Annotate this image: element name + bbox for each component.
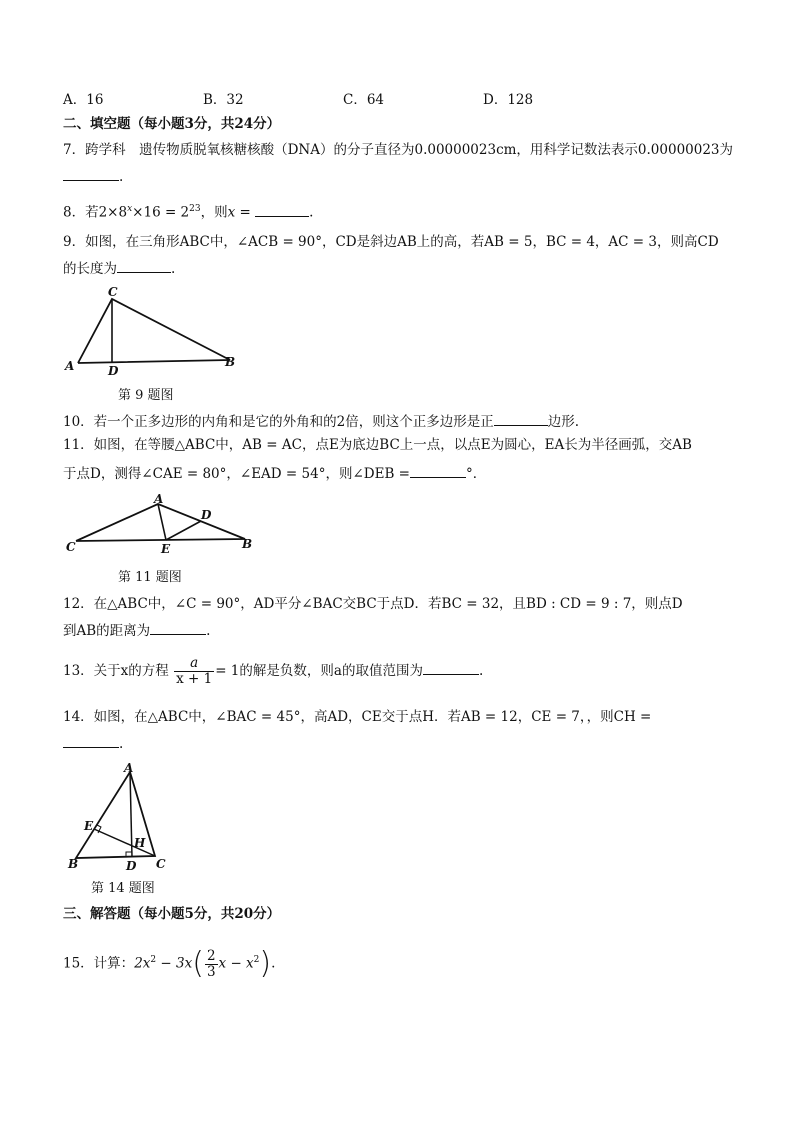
option-d: D．128 [483, 92, 534, 108]
fig14-label-h: H [134, 836, 146, 850]
question-11-line2 [63, 463, 486, 483]
figure-14 [64, 760, 174, 874]
option-b: B．32 [203, 92, 244, 108]
fig14-altitude-ce [94, 829, 155, 856]
fig11-label-c: C [66, 540, 76, 554]
fig11-triangle [76, 504, 245, 541]
question-7: 7．跨学科 遗传物质脱氧核糖核酸（DNA）的分子直径为0.00000023cm，用科学记数法表示0.00000023为 [63, 142, 734, 158]
answer-blank[interactable] [63, 166, 119, 181]
fig9-label-b: B [225, 355, 236, 369]
q13-suffix: . [478, 663, 484, 679]
answer-blank[interactable] [255, 202, 309, 217]
q15-left-paren: ( [192, 946, 204, 981]
answer-blank[interactable] [150, 620, 206, 635]
q15-fraction [205, 949, 218, 980]
fig9-label-c: C [108, 285, 118, 299]
q8-eq: = [235, 204, 256, 221]
q10-text: 10．若一个正多边形的内角和是它的外角和的2倍，则这个正多边形是正 [63, 414, 494, 430]
section2-title: 二、填空题（每小题3分，共24分） [63, 116, 281, 132]
figure-14-caption: 第 14 题图 [91, 881, 155, 896]
figure-9-caption: 第 9 题图 [118, 388, 174, 403]
fig11-label-d: D [201, 508, 212, 522]
question-11-line1: 11．如图，在等腰△ABC中，AB = AC，点E为底边BC上一点，以点E为圆心，EA长为半径画弧，交AB [63, 437, 692, 453]
q8-expr-mid: ×16 = 2 [132, 204, 190, 221]
fig9-triangle [78, 299, 230, 363]
fig11-label-e: E [161, 542, 171, 556]
fig11-segment-ed [166, 521, 201, 540]
option-c: C．64 [343, 92, 385, 108]
fig14-label-a: A [124, 761, 134, 775]
fig14-label-e: E [84, 819, 94, 833]
fig9-label-d: D [108, 364, 119, 375]
q15-sq1: 2 [150, 955, 157, 965]
q15-frac-den: 3 [206, 963, 216, 980]
q13-middle: = 1的解是负数，则a的取值范围为 [215, 663, 423, 679]
question-10 [63, 411, 579, 431]
answer-blank[interactable] [410, 463, 466, 478]
q15-prefix: 15．计算： [63, 955, 135, 972]
question-8: 8．若$2\times 8^x\times 16 = 2^{23}$，则x = . [63, 200, 313, 222]
fig14-label-c: C [156, 857, 166, 871]
q11-suffix: °． [465, 466, 487, 482]
q8-prefix: 8．若 [63, 204, 99, 221]
option-a: A．16 [63, 92, 104, 108]
q9-line2-text: 的长度为 [63, 261, 117, 277]
q15-term3: x − x [218, 955, 254, 972]
q15-right-paren: ) [259, 946, 272, 981]
question-15 [63, 940, 275, 984]
question-9-line2: 的长度为 . [63, 258, 175, 278]
figure-9 [60, 283, 250, 375]
q8-exp-x: x [127, 204, 133, 214]
q12-line2-text: 到AB的距离为 [63, 623, 151, 639]
q11-line2-text: 于点D，测得∠CAE = 80°，∠EAD = 54°，则∠DEB = [63, 466, 410, 482]
q13-fraction [174, 656, 214, 687]
fig14-label-d: D [126, 859, 137, 873]
q15-frac-num: 2 [206, 947, 216, 964]
question-12-line1: 12．在△ABC中，∠C = 90°，AD平分∠BAC交BC于点D．若BC = 32，且BD : CD = 9 : 7，则点D [63, 596, 683, 612]
q13-prefix: 13．关于x的方程 [63, 663, 169, 679]
q15-term1: 2x [134, 955, 151, 972]
fig11-label-b: B [242, 537, 253, 551]
q15-sq2: 2 [253, 955, 260, 965]
answer-blank[interactable] [117, 258, 171, 273]
q15-suffix: . [271, 955, 276, 972]
answer-blank[interactable] [423, 660, 479, 675]
question-14-line1: 14．如图，在△ABC中，∠BAC = 45°，高AD，CE交于点H．若AB = 12，CE = 7，，则CH = [63, 709, 652, 725]
q8-exp-23: 23 [189, 204, 201, 214]
question-7-answer-line: . [63, 166, 123, 186]
q13-frac-num: a [174, 656, 214, 672]
q15-term2: − 3x [156, 955, 193, 972]
fig9-label-a: A [65, 359, 75, 373]
fig11-label-a: A [154, 494, 164, 506]
figure-11 [60, 494, 260, 558]
q10-suffix: 边形. [547, 414, 580, 430]
question-12-line2: 到AB的距离为 . [63, 620, 210, 640]
section3-title: 三、解答题（每小题5分，共20分） [63, 906, 281, 922]
q8-suffix: ，则 [200, 204, 228, 221]
question-13 [63, 654, 483, 688]
fig14-label-b: B [68, 857, 79, 871]
question-9-line1: 9．如图，在三角形ABC中，∠ACB = 90°，CD是斜边AB上的高，若AB = 5，BC = 4，AC = 3，则高CD [63, 234, 719, 250]
question-14-line2: . [63, 733, 123, 753]
q8-var: x [227, 204, 236, 221]
figure-11-caption: 第 11 题图 [118, 570, 182, 585]
fig11-segment-ae [158, 504, 166, 540]
answer-blank[interactable] [63, 733, 119, 748]
q8-expr-base: 2×8 [98, 204, 128, 221]
q13-frac-den: x + 1 [176, 671, 213, 687]
answer-blank[interactable] [494, 411, 548, 426]
